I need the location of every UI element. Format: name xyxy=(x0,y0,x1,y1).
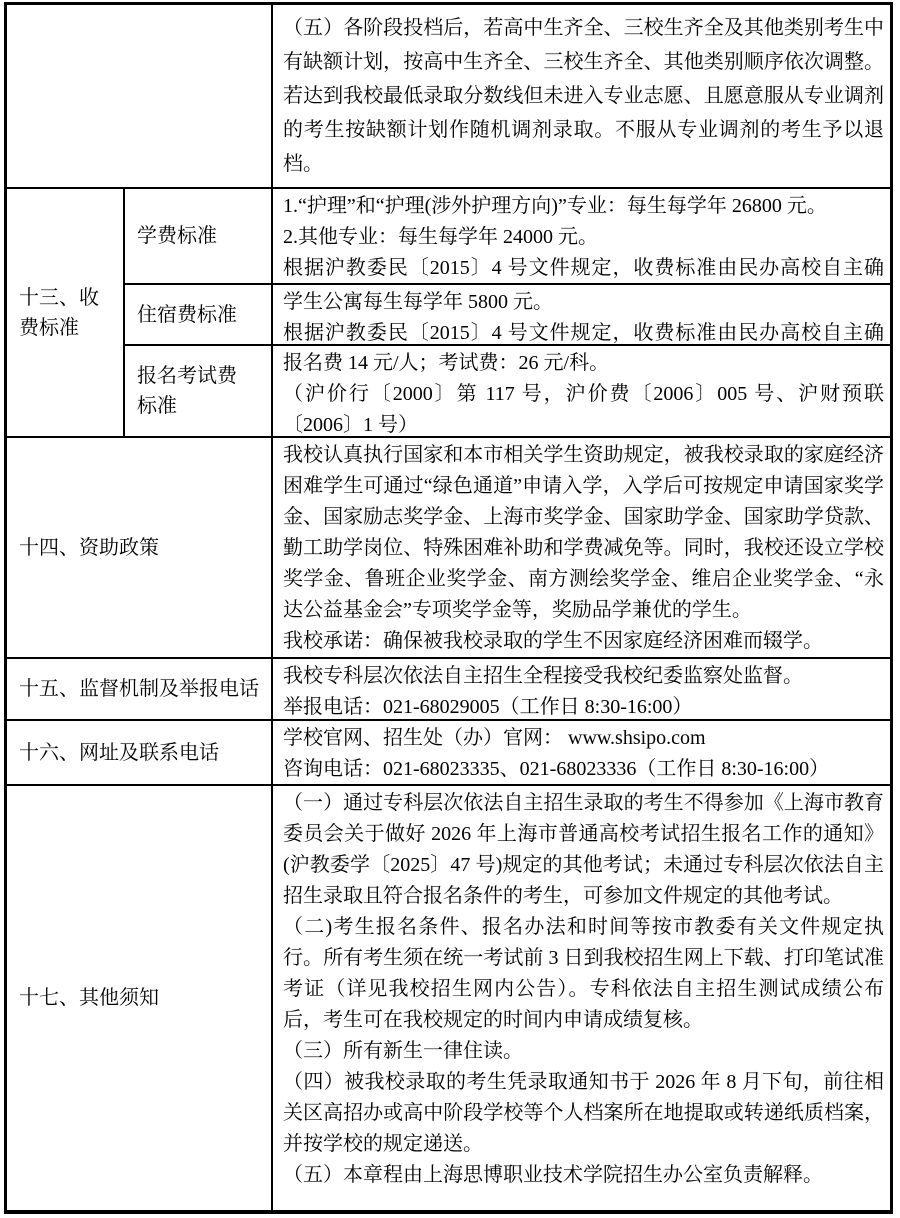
exam-fee-line-1: 报名费 14 元/人；考试费：26 元/科。 xyxy=(283,352,610,374)
aid-policy-paragraph-1: 我校认真执行国家和本市相关学生资助规定，被我校录取的家庭经济困难学生可通过“绿色通道”申请入学，入学后可按规定申请国家奖学金、国家励志奖学金、上海市奖学金、国家助学金、国家助学贷款、勤工助学岗位、特殊困难补助和学费减免等。同时，我校还设立学校奖学金、鲁班企业奖学金、南方测绘奖学金、维启企业奖学金、“永达公益基金会”专项奖学金等，奖励品学兼优的学生。 xyxy=(283,444,884,621)
transfer-clause-text: （五）各阶段投档后，若高中生齐全、三校生齐全及其他类别考生中有缺额计划，按高中生齐全、三校生齐全、其他类别顺序依次调整。若达到我校最低录取分数线但未进入专业志愿、且愿意服从专业调剂的考生按缺额计划作随机调剂录取。不服从专业调剂的考生予以退档。 xyxy=(283,17,884,175)
continuation-empty-cell xyxy=(7,5,273,189)
accommodation-line-2: 根据沪教委民〔2015〕4 号文件规定，收费标准由民办高校自主确 xyxy=(283,322,884,344)
tuition-standard-cell xyxy=(273,189,890,285)
exam-fee-line-2: （沪价行〔2000〕第 117 号，沪价费〔2006〕005 号、沪财预联〔2006〕1 号） xyxy=(283,383,884,436)
section-13-fee-standard-label xyxy=(7,189,125,438)
website-line: 学校官网、招生处（办）官网： www.shsipo.com xyxy=(283,727,706,749)
other-note-1: （一）通过专科层次依法自主招生录取的考生不得参加《上海市教育委员会关于做好 2026 年上海市普通高校考试招生报名工作的通知》(沪教委学〔2025〕47 号)规定的其他考试；未通过专科层次依法自主招生录取且符合报名条件的考生，可参加文件规定的其他考试。 xyxy=(283,792,884,907)
other-note-4: （四）被我校录取的考生凭录取通知书于 2026 年 8 月下旬，前往相关区高招办或高中阶段学校等个人档案所在地提取或转递纸质档案，并按学校的规定递送。 xyxy=(283,1071,884,1155)
contact-cell xyxy=(273,721,890,786)
supervision-cell xyxy=(273,659,890,721)
other-note-2: （二)考生报名条件、报名办法和时间等按市教委有关文件规定执行。所有考生须在统一考试前 3 日到我校招生网上下载、打印笔试准考证（详见我校招生网内公告）。专科依法自主招生测试成绩公布后，考生可在我校规定的时间内申请成绩复核。 xyxy=(283,916,884,1031)
tuition-line-3: 根据沪教委民〔2015〕4 号文件规定，收费标准由民办高校自主确 xyxy=(283,257,884,279)
accommodation-label-text: 住宿费标准 xyxy=(137,303,237,326)
tuition-line-1: 1.“护理”和“护理(涉外护理方向)”专业：每生每学年 26800 元。 xyxy=(283,195,827,217)
exam-registration-fee-cell xyxy=(273,346,890,438)
supervision-line-1: 我校专科层次依法自主招生全程接受我校纪委监察处监督。 xyxy=(283,665,803,687)
accommodation-fee-label xyxy=(125,285,273,346)
section-17-other-notes-label xyxy=(7,786,273,1210)
section-13-label-text: 十三、收费标准 xyxy=(19,286,99,339)
section-16-contact-label xyxy=(7,721,273,786)
tuition-label-text: 学费标准 xyxy=(137,225,217,247)
section-14-label-text: 十四、资助政策 xyxy=(19,536,159,559)
other-note-3: （三）所有新生一律住读。 xyxy=(283,1040,523,1062)
accommodation-fee-cell xyxy=(273,285,890,346)
exam-fee-label-text: 报名考试费标准 xyxy=(137,365,237,417)
accommodation-line-1: 学生公寓每生每学年 5800 元。 xyxy=(283,291,553,313)
exam-registration-fee-label xyxy=(125,346,273,438)
other-note-5: （五）本章程由上海思博职业技术学院招生办公室负责解释。 xyxy=(283,1164,823,1186)
section-15-supervision-label xyxy=(7,659,273,721)
report-hotline-line: 举报电话：021-68029005（工作日 8:30-16:00） xyxy=(283,696,693,718)
section-17-label-text: 十七、其他须知 xyxy=(19,987,159,1009)
section-15-label-text: 十五、监督机制及举报电话 xyxy=(19,678,259,700)
section-14-aid-policy-label xyxy=(7,438,273,659)
admission-transfer-clause-cell xyxy=(273,5,890,189)
admissions-charter-table xyxy=(4,2,893,1214)
phone-line: 咨询电话：021-68023335、021-68023336（工作日 8:30-16:00） xyxy=(283,758,830,780)
other-notes-cell xyxy=(273,786,890,1210)
tuition-line-2: 2.其他专业：每生每学年 24000 元。 xyxy=(283,226,598,248)
section-16-label-text: 十六、网址及联系电话 xyxy=(19,741,219,764)
aid-policy-cell xyxy=(273,438,890,659)
tuition-standard-label xyxy=(125,189,273,285)
aid-policy-paragraph-2: 我校承诺：确保被我校录取的学生不因家庭经济困难而辍学。 xyxy=(283,630,823,652)
